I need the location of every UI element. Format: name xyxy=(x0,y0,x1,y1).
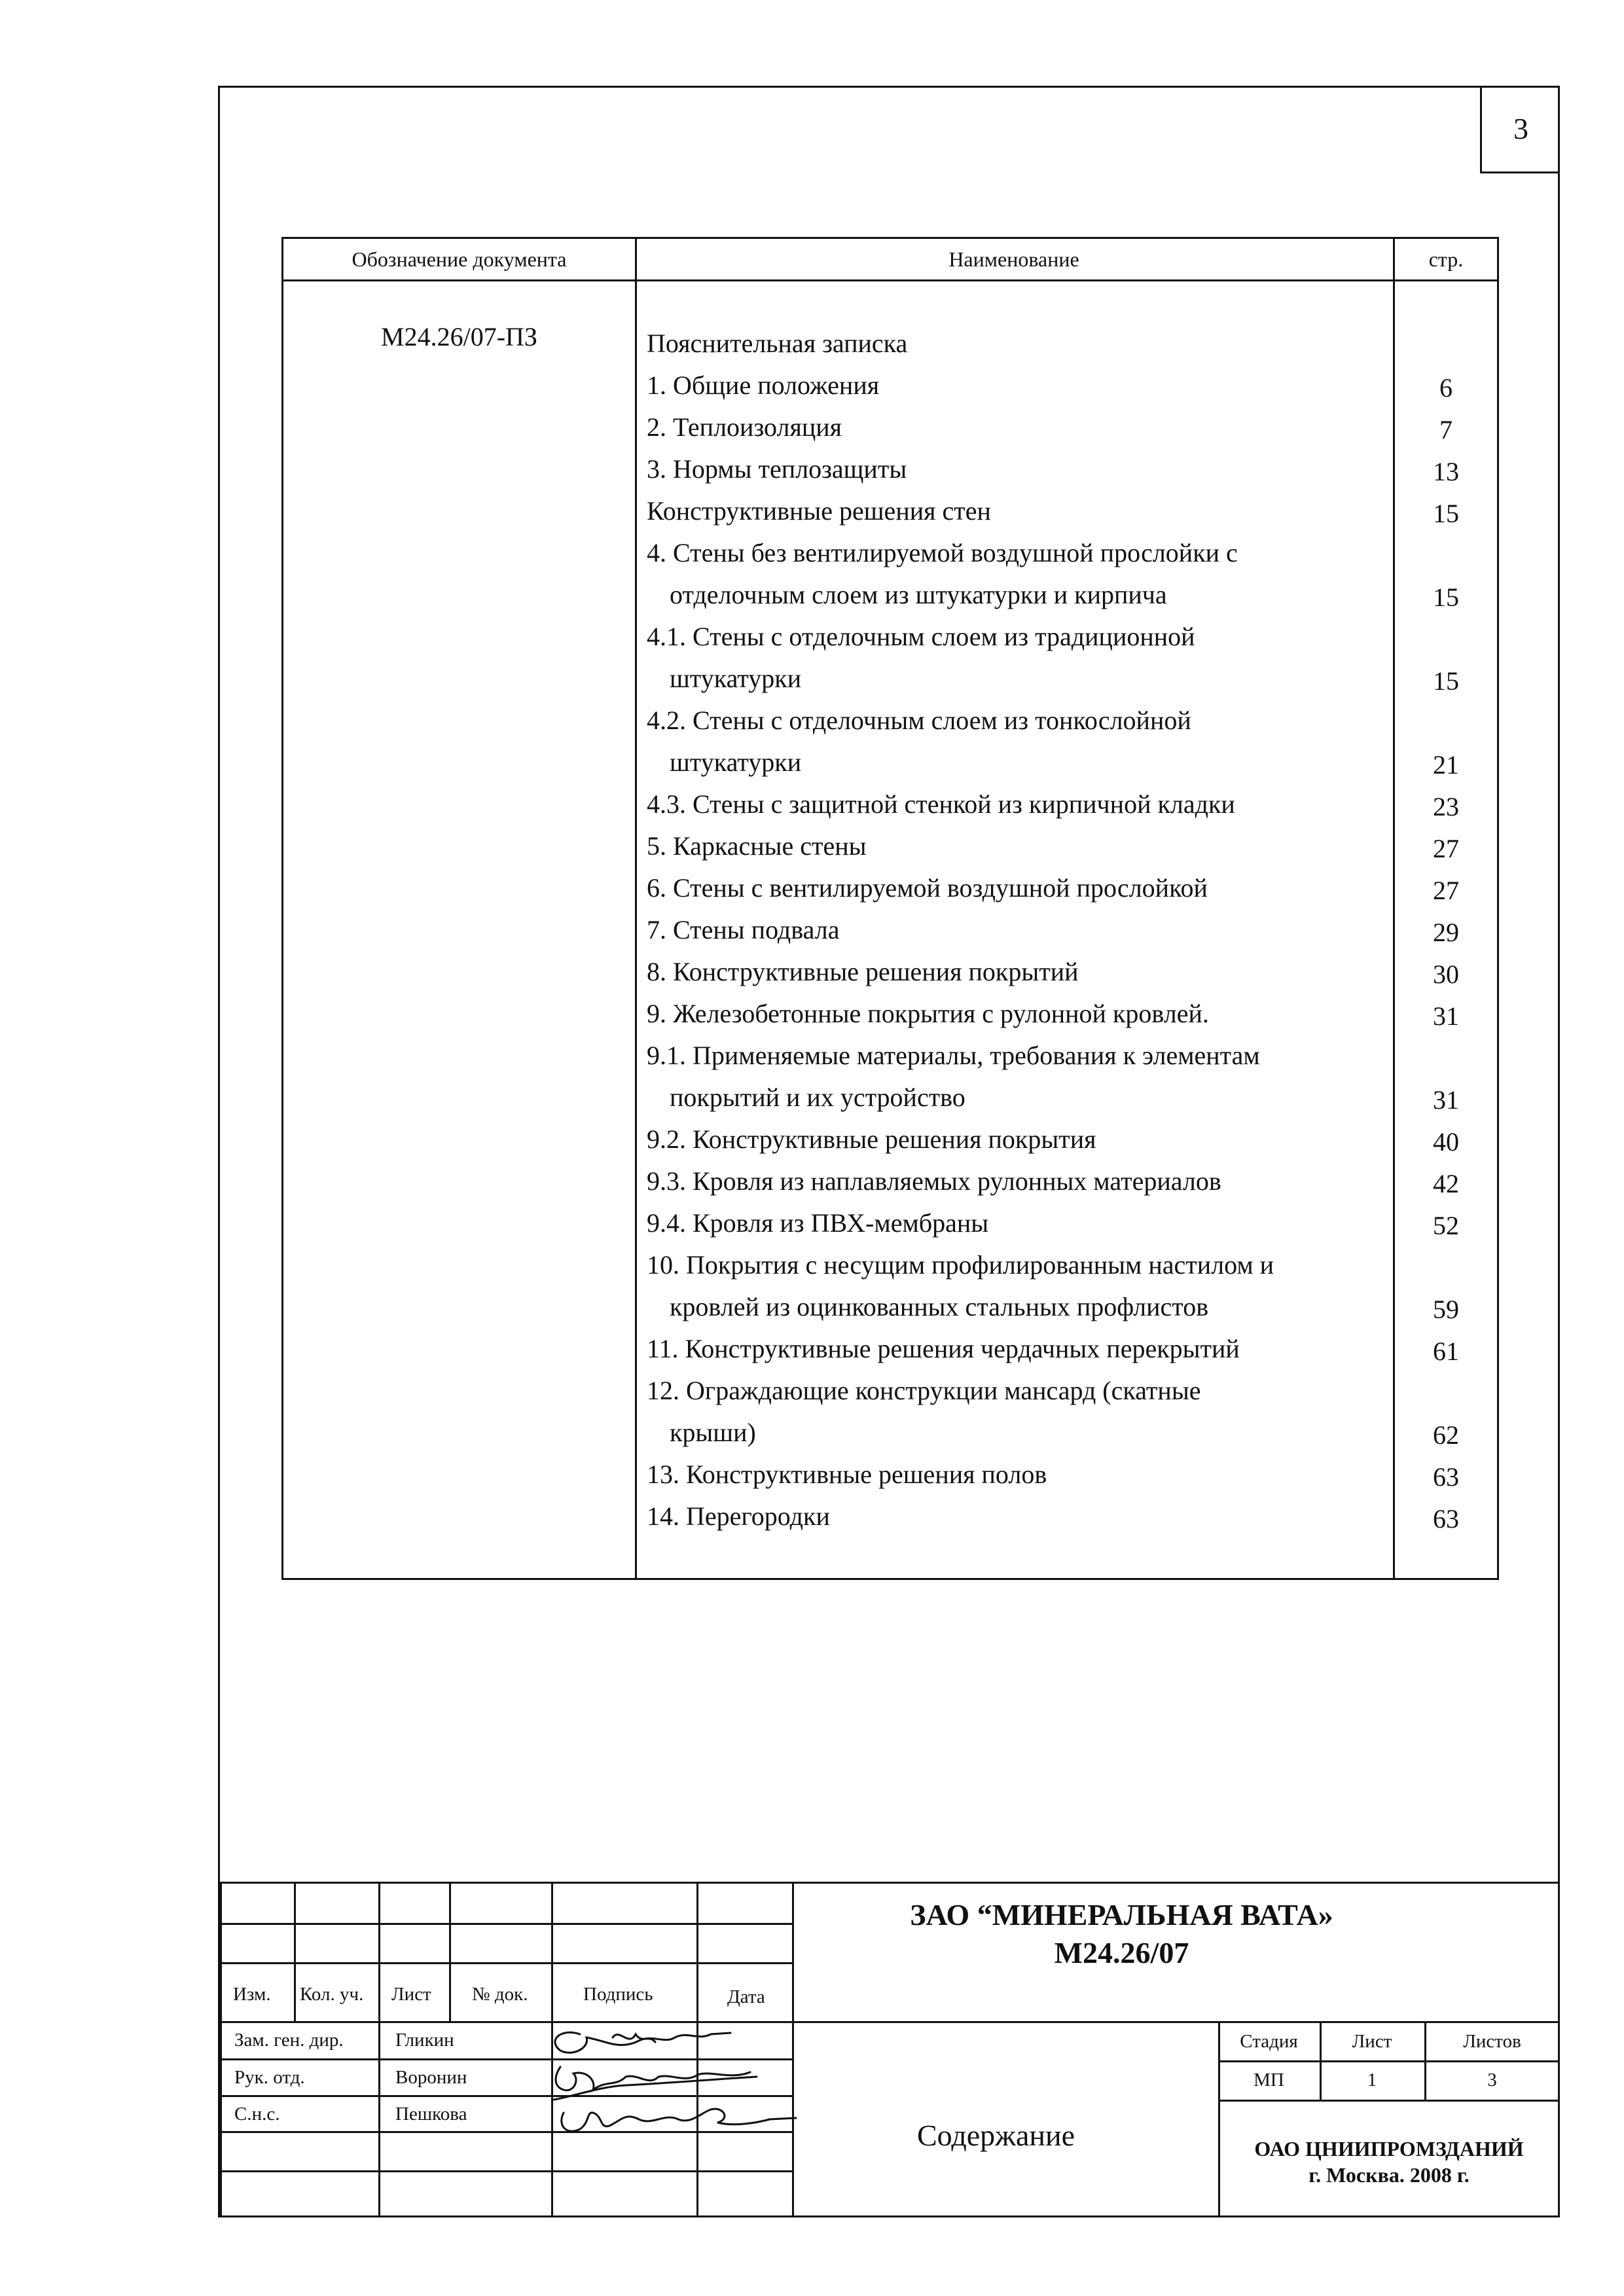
contents-item-text: 7. Стены подвала xyxy=(647,915,840,944)
contents-item-page: 29 xyxy=(1433,918,1459,947)
contents-item-text: 2. Теплоизоляция xyxy=(647,412,842,442)
label-n-dok: № док. xyxy=(472,1984,528,2005)
header-designation: Обозначение документа xyxy=(352,247,567,271)
contents-item-text: 9.3. Кровля из наплавляемых рулонных материалов xyxy=(647,1166,1221,1196)
label-data: Дата xyxy=(727,1986,765,2007)
contents-item-text: 1. Общие положения xyxy=(647,370,880,400)
contents-item-page: 59 xyxy=(1433,1295,1459,1324)
contents-item-text: Конструктивные решения стен xyxy=(647,496,991,526)
contents-item-text: 4.2. Стены с отделочным слоем из тонкослойной xyxy=(647,706,1191,735)
sheet-value: 1 xyxy=(1367,2070,1377,2090)
contents-item-page: 61 xyxy=(1433,1336,1459,1366)
contents-item-text: штукатурки xyxy=(670,664,802,693)
contents-item-text: 9.4. Кровля из ПВХ-мембраны xyxy=(647,1208,989,1238)
document-code: М24.26/07-ПЗ xyxy=(381,322,537,351)
contents-item-text: 11. Конструктивные решения чердачных перекрытий xyxy=(647,1334,1240,1363)
sheet-title: Содержание xyxy=(917,2119,1075,2152)
contents-item-page: 7 xyxy=(1439,415,1453,444)
contents-item-page: 63 xyxy=(1433,1504,1459,1534)
contents-item-page: 40 xyxy=(1433,1127,1459,1157)
contents-item-text: покрытий и их устройство xyxy=(670,1083,965,1112)
contents-item-text: 4.1. Стены с отделочным слоем из традиционной xyxy=(647,622,1195,651)
organization-name: ОАО ЦНИИПРОМЗДАНИЙ xyxy=(1254,2137,1524,2161)
contents-item-text: 5. Каркасные стены xyxy=(647,831,867,861)
organization-city: г. Москва. 2008 г. xyxy=(1308,2163,1470,2187)
contents-item-text: 13. Конструктивные решения полов xyxy=(647,1460,1047,1489)
role-3: С.н.с. xyxy=(234,2104,280,2125)
contents-item-text: 3. Нормы теплозащиты xyxy=(647,454,907,484)
contents-item-page: 27 xyxy=(1433,876,1459,905)
contents-item-page: 63 xyxy=(1433,1462,1459,1492)
label-list: Лист xyxy=(391,1984,431,2005)
contents-item-text: 9.1. Применяемые материалы, требования к элементам xyxy=(647,1041,1260,1070)
label-sheet: Лист xyxy=(1352,2031,1392,2052)
contents-item-text: 9.2. Конструктивные решения покрытия xyxy=(647,1124,1096,1154)
contents-item-page: 30 xyxy=(1433,960,1459,989)
contents-item-text: 9. Железобетонные покрытия с рулонной кровлей. xyxy=(647,999,1209,1028)
contents-item-page: 31 xyxy=(1433,1001,1459,1031)
name-3: Пешкова xyxy=(395,2104,467,2125)
name-2: Воронин xyxy=(395,2067,467,2088)
contents-item-page: 21 xyxy=(1433,750,1459,780)
header-page: стр. xyxy=(1428,247,1464,271)
label-izm: Изм. xyxy=(233,1984,271,2005)
contents-item-page: 31 xyxy=(1433,1085,1459,1115)
project-code: М24.26/07 xyxy=(1054,1936,1189,1969)
role-1: Зам. ген. дир. xyxy=(234,2030,344,2051)
stage-value: МП xyxy=(1254,2070,1284,2090)
header-divider xyxy=(283,279,1497,281)
signatures xyxy=(534,2015,848,2145)
label-kol-uch: Кол. уч. xyxy=(300,1984,364,2005)
header-name: Наименование xyxy=(948,247,1079,271)
sheets-value: 3 xyxy=(1487,2070,1497,2090)
contents-item-text: 14. Перегородки xyxy=(647,1501,830,1531)
contents-item-text: штукатурки xyxy=(670,747,802,777)
contents-item-text: кровлей из оцинкованных стальных профлистов xyxy=(670,1292,1209,1321)
contents-item-text: 8. Конструктивные решения покрытий xyxy=(647,957,1079,986)
label-sheets: Листов xyxy=(1463,2031,1521,2052)
contents-item-page: 13 xyxy=(1433,457,1459,486)
name-1: Гликин xyxy=(395,2030,454,2051)
label-podpis: Подпись xyxy=(583,1984,653,2005)
contents-item-page: 62 xyxy=(1433,1420,1459,1450)
contents-item-text: 4.3. Стены с защитной стенкой из кирпичной кладки xyxy=(647,789,1235,819)
contents-item-page: 23 xyxy=(1433,792,1459,821)
contents-item-text: Пояснительная записка xyxy=(647,329,908,358)
company-name: ЗАО “МИНЕРАЛЬНАЯ ВАТА» xyxy=(910,1898,1333,1931)
page-number: 3 xyxy=(1480,86,1560,173)
contents-item-text: 12. Ограждающие конструкции мансард (скатные xyxy=(647,1376,1201,1405)
contents-item-text: 6. Стены с вентилируемой воздушной прослойкой xyxy=(647,873,1208,903)
contents-item-text: крыши) xyxy=(670,1418,756,1447)
contents-item-text: отделочным слоем из штукатурки и кирпича xyxy=(670,580,1167,609)
title-block xyxy=(220,1882,1560,2215)
contents-item-page: 52 xyxy=(1433,1211,1459,1240)
contents-item-page: 27 xyxy=(1433,834,1459,863)
contents-table xyxy=(281,237,1499,1580)
contents-item-page: 6 xyxy=(1439,373,1453,403)
role-2: Рук. отд. xyxy=(234,2067,305,2088)
contents-item-page: 15 xyxy=(1433,499,1459,528)
contents-item-text: 4. Стены без вентилируемой воздушной прослойки с xyxy=(647,538,1238,567)
contents-item-page: 42 xyxy=(1433,1169,1459,1198)
label-stage: Стадия xyxy=(1240,2031,1298,2052)
contents-item-page: 15 xyxy=(1433,666,1459,696)
contents-item-page: 15 xyxy=(1433,583,1459,612)
column-divider xyxy=(635,239,637,1578)
contents-item-text: 10. Покрытия с несущим профилированным настилом и xyxy=(647,1250,1274,1280)
